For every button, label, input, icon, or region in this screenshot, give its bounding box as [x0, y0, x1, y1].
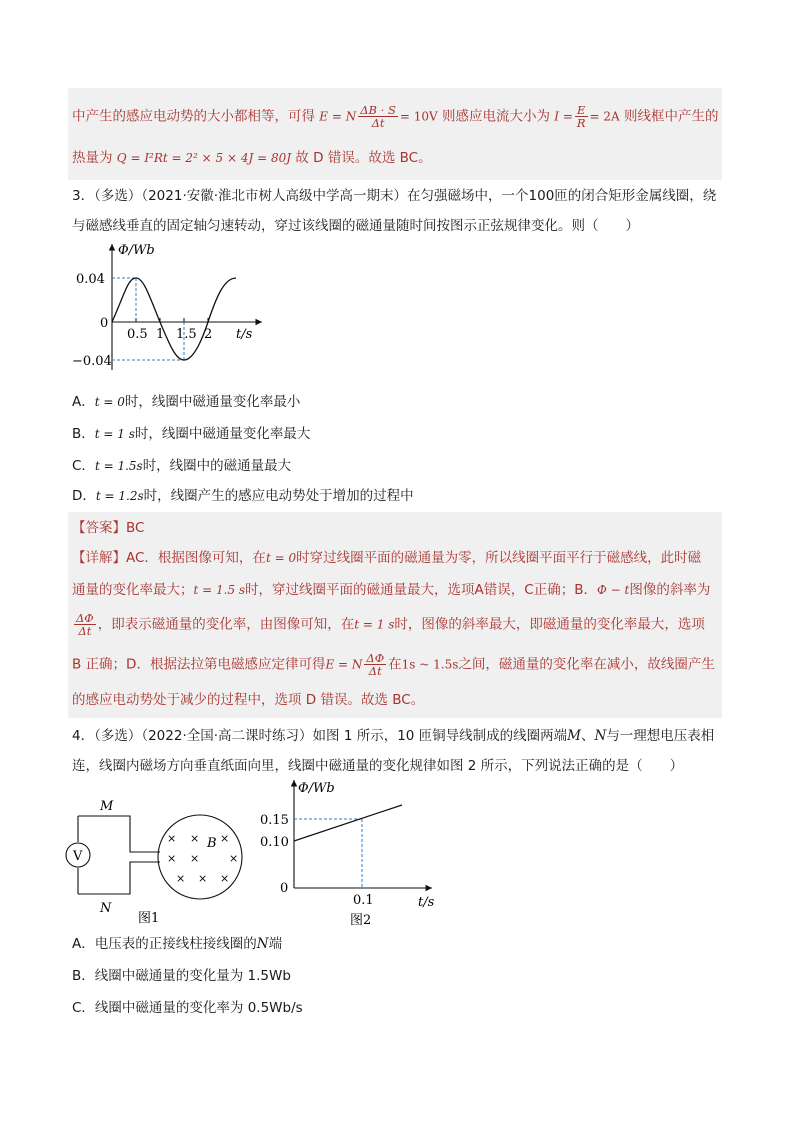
- q4-figure-1: [64, 796, 250, 928]
- fraction-dphi-dt: $\frac{\Delta\Phi}{\Delta t}$: [76, 611, 94, 638]
- field-cross: ×: [190, 852, 200, 865]
- fraction-e-r: $\frac{E}{R}$: [576, 103, 586, 130]
- circuit-wire: [78, 816, 160, 852]
- q3-stem-line-2: 与磁感线垂直的固定轴匀速转动，穿过该线圈的磁通量随时间按图示正弦规律变化。则（ ）: [72, 218, 639, 234]
- q4-y-label: Φ/Wb: [298, 781, 335, 796]
- q4-origin-label: 0: [280, 881, 289, 896]
- q3-y-neg-label: −0.04: [72, 354, 112, 369]
- q4-x-label: t/s: [418, 895, 435, 910]
- q4-y-label-010: 0.10: [260, 835, 289, 850]
- q3-y-label: Φ/Wb: [118, 243, 155, 258]
- formula-i: I =: [554, 109, 573, 124]
- q4-stem-line-2: 连，线圈内磁场方向垂直纸面向里，线圈中磁通量的变化规律如图 2 所示，下列说法正确的是（ ）: [72, 758, 684, 774]
- q4-x-label-01: 0.1: [353, 893, 374, 908]
- q4-option-b[interactable]: B．线圈中磁通量的变化量为 1.5Wb: [72, 968, 291, 984]
- field-cross: ×: [198, 872, 208, 885]
- formula-e: E = N: [319, 109, 357, 124]
- prev-solution-line-1: [72, 104, 719, 129]
- formula-value: = 10V: [399, 109, 438, 124]
- voltmeter-label: V: [73, 849, 83, 864]
- q3-x-tick-label: 1: [156, 327, 165, 342]
- circuit-wire: [78, 862, 160, 894]
- q4-option-c[interactable]: C．线圈中磁通量的变化率为 0.5Wb/s: [72, 1000, 303, 1016]
- field-cross: ×: [176, 872, 186, 885]
- q3-sine-curve: [112, 278, 236, 360]
- formula-value: = 2A: [589, 109, 620, 124]
- q3-detail-line-1: 【详解】AC．根据图像可知，在t = 0时穿过线圈平面的磁通量为零，所以线圈平面平行于磁感线，此时磁: [72, 550, 702, 566]
- q3-x-tick-label: 0.5: [127, 327, 148, 342]
- q3-y-pos-label: 0.04: [76, 272, 105, 287]
- q3-answer: 【答案】BC: [72, 520, 145, 536]
- q3-option-c[interactable]: C．t = 1.5s时，线圈中的磁通量最大: [72, 458, 292, 474]
- q3-stem-line-1: 3．（多选）（2021·安徽·淮北市树人高级中学高一期末）在匀强磁场中，一个100匝的闭合矩形金属线圈，绕: [72, 188, 717, 204]
- q3-x-tick-label: 2: [204, 327, 213, 342]
- q3-option-d[interactable]: D．t = 1.2s时，线圈产生的感应电动势处于增加的过程中: [72, 488, 414, 504]
- prev-text: 热量为: [72, 150, 113, 166]
- field-cross: ×: [229, 852, 239, 865]
- q3-x-label: t/s: [236, 327, 253, 342]
- q3-option-b[interactable]: B．t = 1 s时，线圈中磁通量变化率最大: [72, 426, 311, 442]
- figure-2-caption: 图2: [350, 913, 372, 928]
- q4-stem-line-1: 4．（多选）（2022·全国·高二课时练习）如图 1 所示，10 匝铜导线制成的线圈两端M、N与一理想电压表相: [72, 728, 715, 744]
- field-cross: ×: [190, 832, 200, 845]
- q3-origin-label: 0: [100, 316, 109, 331]
- q4-flux-line: [294, 805, 402, 841]
- q3-flux-graph: [70, 238, 290, 378]
- q3-detail-line-5: 的感应电动势处于减少的过程中，选项 D 错误。故选 BC。: [72, 692, 425, 708]
- fraction-dphi-dt: $\frac{\Delta\Phi}{\Delta t}$: [366, 651, 385, 678]
- terminal-m-label: M: [100, 799, 114, 814]
- q3-detail-line-4: B 正确；D．根据法拉第电磁感应定律可得E = N $\frac{\Delta\Phi}{\Delta t}$ 在1s ~ 1.5s之间，磁通量的变化率在减小，故线圈产生: [72, 651, 715, 678]
- q4-option-a[interactable]: A．电压表的正接线柱接线圈的N端: [72, 936, 283, 952]
- field-cross: ×: [167, 832, 177, 845]
- q3-detail-line-2: 通量的变化率最大；t = 1.5 s时，穿过线圈平面的磁通量最大，选项A错误，C正确；B．Φ − t图像的斜率为: [72, 582, 711, 598]
- q4-figure-2: [250, 774, 440, 930]
- prev-text: 故 D 错误。故选 BC。: [295, 150, 432, 166]
- field-cross: ×: [220, 832, 230, 845]
- prev-text: 中产生的感应电动势的大小都相等，可得: [72, 108, 315, 125]
- fraction-db-s-dt: $\frac{\Delta B \cdot S}{\Delta t}$: [360, 103, 396, 130]
- q3-option-a[interactable]: A．t = 0时，线圈中磁通量变化率最小: [72, 394, 301, 410]
- field-cross: ×: [167, 852, 177, 865]
- prev-solution-line-2: [72, 148, 432, 168]
- q3-detail-line-3: $\frac{\Delta\Phi}{\Delta t}$ ，即表示磁通量的变化率，由图像可知，在t = 1 s时，图像的斜率最大，即磁通量的变化率最大，选项: [76, 611, 705, 638]
- figure-1-caption: 图1: [138, 911, 160, 926]
- prev-text: 则线框中产生的: [624, 108, 719, 125]
- field-b-label: B: [207, 836, 217, 851]
- terminal-n-label: N: [100, 901, 112, 916]
- prev-text: 则感应电流大小为: [441, 108, 550, 125]
- q4-y-label-015: 0.15: [260, 813, 289, 828]
- field-cross: ×: [220, 872, 230, 885]
- q3-x-tick-label: 1.5: [176, 327, 197, 342]
- formula-q: Q = I²Rt = 2² × 5 × 4J = 80J: [116, 151, 292, 165]
